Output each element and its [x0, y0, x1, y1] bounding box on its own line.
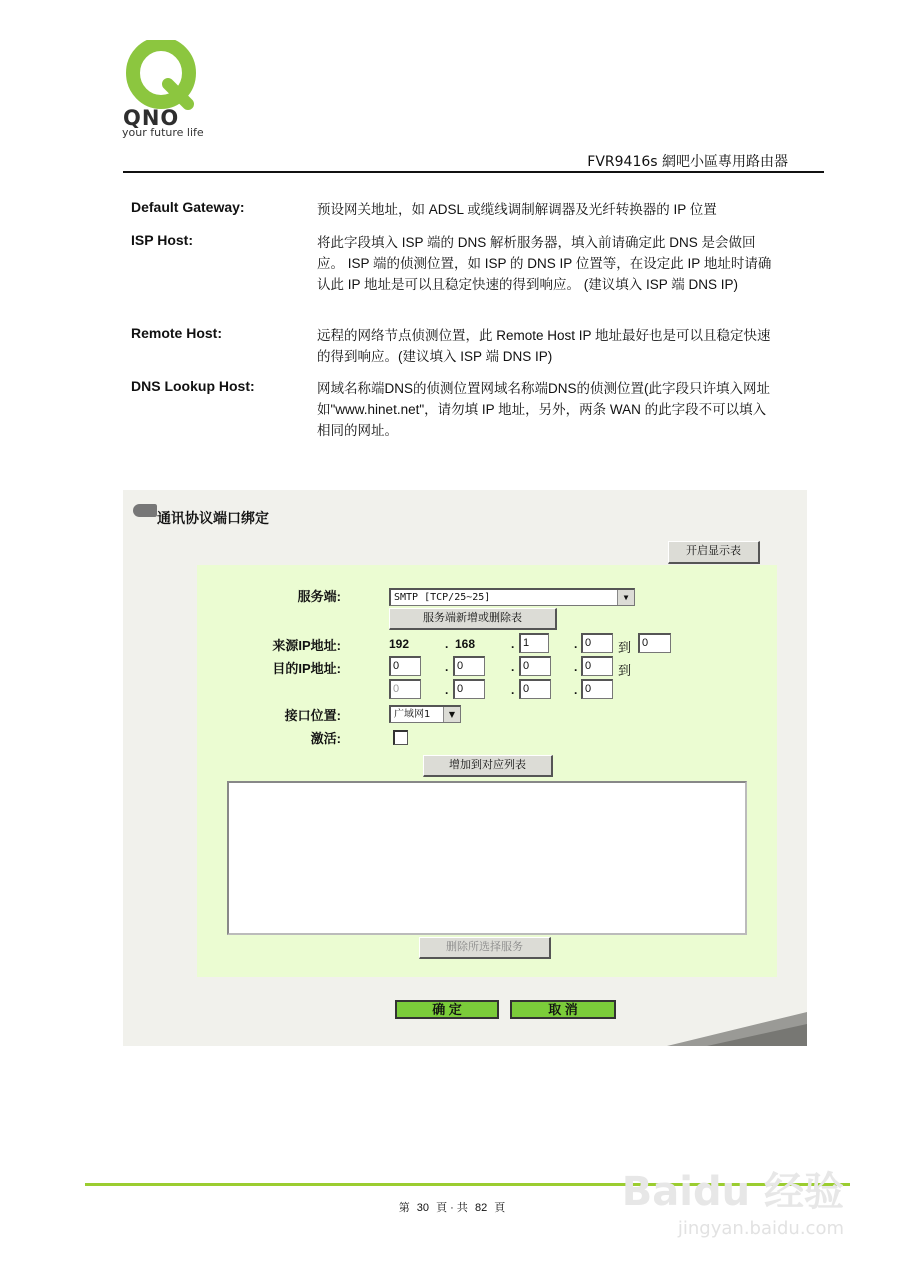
dest-ip-to-label: 到: [618, 663, 632, 678]
binding-form-panel: [197, 565, 777, 977]
dest-ip-to-octet-2[interactable]: 0: [453, 679, 485, 699]
source-ip-end-input[interactable]: 0: [638, 633, 671, 653]
show-table-button[interactable]: 开启显示表: [668, 541, 760, 564]
page-total: 82: [474, 1202, 488, 1214]
dest-ip-to-octet-4[interactable]: 0: [581, 679, 613, 699]
cancel-button[interactable]: 取 消: [510, 1000, 616, 1019]
ip-dot: .: [445, 683, 449, 697]
header-divider: [123, 171, 824, 173]
source-ip-octet-1: 192: [389, 637, 410, 651]
ok-button[interactable]: 确 定: [395, 1000, 499, 1019]
source-ip-octet-4-input[interactable]: 0: [581, 633, 613, 653]
delete-selected-button[interactable]: 删除所选择服务: [419, 937, 551, 959]
ip-dot: .: [574, 637, 578, 651]
ip-dot: .: [445, 637, 449, 651]
source-ip-to-label: 到: [618, 640, 632, 655]
baidu-watermark: Baidu 经验: [621, 1169, 844, 1215]
entry-term: Remote Host:: [131, 325, 223, 341]
logo-slogan: your future life: [122, 126, 204, 139]
ip-dot: .: [574, 683, 578, 697]
baidu-watermark-url: jingyan.baidu.com: [677, 1218, 844, 1239]
document-title: FVR9416s 網吧小區專用路由器: [587, 154, 788, 170]
dest-ip-label: 目的IP地址:: [272, 661, 341, 676]
dest-ip-from-octet-2[interactable]: 0: [453, 656, 485, 676]
page-suffix: 頁: [494, 1202, 506, 1214]
enable-checkbox[interactable]: [393, 730, 408, 745]
ip-dot: .: [511, 660, 515, 674]
service-label: 服务端:: [297, 589, 341, 604]
entry-description: 将此字段填入 ISP 端的 DNS 解析服务器，填入前请确定此 DNS 是会做回应。 ISP 端的侦测位置，如 ISP 的 DNS IP 位置等，在设定此 IP 地址时请确认此 IP 地址是可以且稳定快速的得到响应。 (建议填入 ISP 端 DNS IP): [317, 235, 772, 292]
interface-select-value: 广域网1: [394, 709, 431, 720]
add-to-list-button[interactable]: 增加到对应列表: [423, 755, 553, 777]
service-select[interactable]: [389, 588, 635, 606]
section-title: 通讯协议端口绑定: [157, 510, 269, 526]
page-mid: 頁 · 共: [436, 1202, 468, 1214]
ip-dot: .: [511, 637, 515, 651]
dest-ip-from-octet-4[interactable]: 0: [581, 656, 613, 676]
entry-description: 网域名称端DNS的侦测位置网域名称端DNS的侦测位置(此字段只许填入网址如"www.hinet.net"，请勿填 IP 地址，另外，两条 WAN 的此字段不可以填入相同的网址。: [317, 381, 771, 438]
page-current: 30: [416, 1202, 430, 1214]
entry-term: DNS Lookup Host:: [131, 378, 255, 394]
service-manage-button[interactable]: 服务端新增或删除表: [389, 608, 557, 630]
dest-ip-from-octet-3[interactable]: 0: [519, 656, 551, 676]
decorative-swoosh: [667, 1012, 807, 1046]
dest-ip-to-octet-3[interactable]: 0: [519, 679, 551, 699]
section-tab-icon: [133, 504, 157, 517]
entry-term: Default Gateway:: [131, 199, 245, 215]
interface-select[interactable]: [389, 705, 461, 723]
page-prefix: 第: [398, 1202, 410, 1214]
entry-description: 预设网关地址，如 ADSL 或缆线调制解调器及光纤转换器的 IP 位置: [317, 202, 717, 217]
dest-ip-from-octet-1[interactable]: 0: [389, 656, 421, 676]
service-binding-list[interactable]: [227, 781, 747, 935]
ip-dot: .: [511, 683, 515, 697]
logo-wordmark: QNO: [123, 106, 180, 130]
chevron-down-icon: ▼: [443, 707, 460, 722]
enable-label: 激活:: [310, 731, 341, 746]
chevron-down-icon: ▼: [617, 590, 634, 605]
dest-ip-to-octet-1[interactable]: 0: [389, 679, 421, 699]
service-select-value: SMTP [TCP/25~25]: [394, 592, 491, 603]
router-config-screenshot: [123, 490, 807, 1046]
ip-dot: .: [445, 660, 449, 674]
source-ip-octet-2: 168: [455, 637, 476, 651]
source-ip-label: 来源IP地址:: [272, 638, 341, 653]
interface-label: 接口位置:: [284, 708, 341, 723]
entry-term: ISP Host:: [131, 232, 193, 248]
source-ip-octet-3-input[interactable]: 1: [519, 633, 549, 653]
entry-description: 远程的网络节点侦测位置，此 Remote Host IP 地址最好也是可以且稳定快速的得到响应。(建议填入 ISP 端 DNS IP): [317, 328, 771, 364]
ip-dot: .: [574, 660, 578, 674]
